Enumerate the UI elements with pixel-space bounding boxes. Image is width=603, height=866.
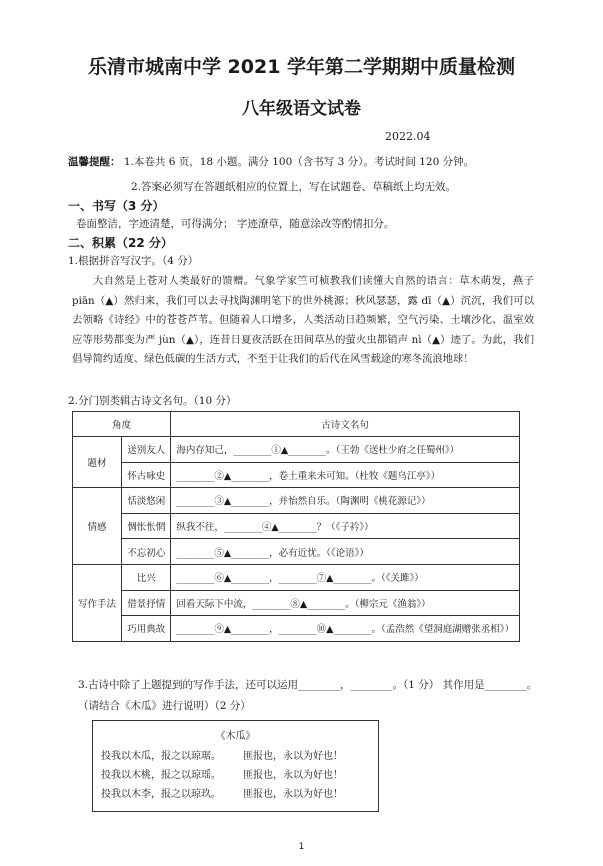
row-line[interactable]: 海内存知己，________①▲________。（王勃《送杜少府之任蜀州》）: [171, 437, 520, 463]
row-category: 借景抒情: [122, 590, 171, 616]
row-category: 送别友人: [122, 437, 171, 463]
poem-line-left: 投我以木桃，报之以琼瑶。: [101, 770, 221, 781]
row-category: 比兴: [122, 564, 171, 590]
poem-line-right: 匪报也，永以为好也！: [243, 751, 343, 762]
row-line[interactable]: ________⑨▲________，________⑩▲________。（孟浩然《望洞庭湖赠张丞相》）: [171, 616, 520, 642]
poem-table: [72, 411, 520, 642]
table-row: [73, 616, 520, 642]
poem-line-right: 匪报也，永以为好也！: [243, 770, 343, 781]
poem-line-left: 投我以木李，报之以琼玖。: [101, 789, 221, 800]
page-number: 1: [298, 842, 305, 852]
group-label: 写作手法: [73, 564, 122, 641]
row-category: 惆怅怅惘: [122, 513, 171, 539]
notice-label: 温馨提醒：: [68, 156, 121, 168]
table-row: [73, 590, 520, 616]
table-row: [73, 462, 520, 488]
table-row: [73, 513, 520, 539]
row-line[interactable]: ________⑤▲________，必有近忧。（《论语》）: [171, 539, 520, 565]
group-label: 情感: [73, 488, 122, 565]
question-3-line-2: （请结合《木瓜》进行说明）（2 分）: [78, 700, 251, 712]
table-header-lines: 古诗文名句: [171, 412, 520, 437]
table-header-row: [73, 412, 520, 437]
exam-date: 2022.04: [385, 130, 431, 143]
table-row: [73, 437, 520, 463]
poem-line-left: 投我以木瓜，报之以琼琚。: [101, 751, 221, 762]
question-1-paragraph: 大自然是上苍对人类最好的馈赠。气象学家竺可桢教我们读懂大自然的语言：草木萌发，燕子piān（▲）然归来，我们可以去寻找陶渊明笔下的世外桃源；秋风瑟瑟，露 dī（▲）沉沉，我们可以去领略《诗经》中的苍苍芦苇。但随着人口增多，人类活动日趋频繁，空气污染、土壤沙化、温室效应等形势都变为严 jùn（▲），连昔日夏夜活跃在田间草丛的萤火虫都销声 nì（▲）迹了。为此，我们倡导简约适度、绿色低碳的生活方式，不至于让我们的后代在风雪载途的寒冬流浪地球！: [72, 275, 534, 366]
group-label: 题材: [73, 437, 122, 488]
row-line[interactable]: ________③▲________，并怡然自乐。（陶渊明《桃花源记》）: [171, 488, 520, 514]
table-row: [73, 488, 520, 514]
row-category: 怀古咏史: [122, 462, 171, 488]
question-1-title: 1.根据拼音写汉字。（4 分）: [68, 255, 199, 267]
exam-subtitle: 八年级语文试卷: [242, 99, 361, 119]
poem-box: [92, 720, 379, 812]
section-2-heading: 二、积累（22 分）: [68, 236, 173, 250]
table-row: [73, 564, 520, 590]
table-row: [73, 539, 520, 565]
exam-title: 乐清市城南中学 2021 学年第二学期期中质量检测: [87, 56, 516, 78]
poem-title: 《木瓜》: [215, 731, 256, 742]
notice-text-1: 1.本卷共 6 页，18 小题。满分 100（含书写 3 分）。考试时间 120 分钟。: [123, 156, 475, 168]
notice-line-1: [68, 154, 474, 169]
question-2-title: 2.分门别类辑古诗文名句。（10 分）: [68, 395, 237, 407]
poem-line-right: 匪报也，永以为好也！: [243, 789, 343, 800]
section-1-heading: 一、书写（3 分）: [68, 199, 165, 213]
row-category: 不忘初心: [122, 539, 171, 565]
row-line[interactable]: 回看天际下中流，________⑧▲________。（柳宗元《渔翁》）: [171, 590, 520, 616]
row-line[interactable]: ________⑥▲________，________⑦▲________。（《关雎》）: [171, 564, 520, 590]
notice-line-2: 2.答案必须写在答题纸相应的位置上，写在试题卷、草稿纸上均无效。: [131, 181, 457, 193]
row-line[interactable]: ________②▲________，卷土重来未可知。（杜牧《题乌江亭》）: [171, 462, 520, 488]
row-category: 恬淡悠闲: [122, 488, 171, 514]
row-category: 巧用典故: [122, 616, 171, 642]
section-1-text: 卷面整洁，字迹清楚，可得满分； 字迹潦草，随意涂改等酌情扣分。: [76, 218, 395, 230]
question-3-line-1: 3.古诗中除了上题提到的写作手法，还可以运用________，________。（1 分） 其作用是________。: [78, 679, 538, 691]
row-line[interactable]: 纵我不往，________④▲________？（《子衿》）: [171, 513, 520, 539]
table-header-angle: 角度: [73, 412, 171, 437]
